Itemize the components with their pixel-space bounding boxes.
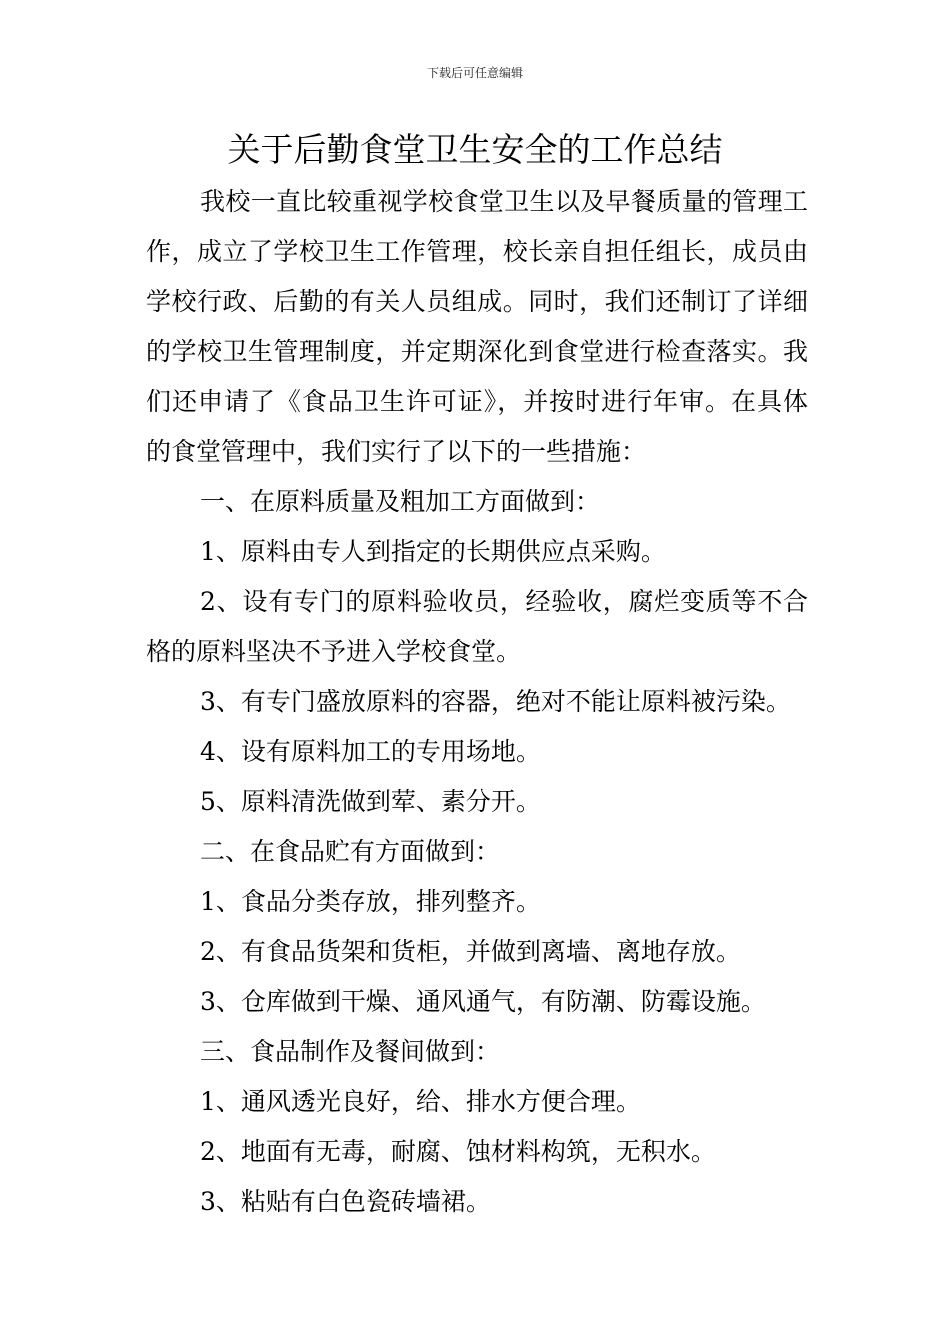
document-body: [146, 177, 808, 1227]
header-note: 下载后可任意编辑: [426, 66, 523, 80]
section-heading-3: 三、食品制作及餐间做到：: [200, 1037, 501, 1066]
intro-paragraph: 我校一直比较重视学校食堂卫生以及早餐质量的管理工作，成立了学校卫生工作管理，校长亲自担任组长，成员由学校行政、后勤的有关人员组成。同时，我们还制订了详细的学校卫生管理制度，并定期深化到食堂进行检查落实。我们还申请了《食品卫生许可证》，并按时进行年审。在具体的食堂管理中，我们实行了以下的一些措施：: [146, 187, 808, 466]
list-item: 1、食品分类存放，排列整齐。: [200, 887, 541, 916]
list-item: 2、有食品货架和货柜，并做到离墙、离地存放。: [200, 937, 741, 966]
list-item: 3、粘贴有白色瓷砖墙裙。: [200, 1187, 491, 1216]
list-item: 4、设有原料加工的专用场地。: [200, 737, 541, 766]
document-title: 关于后勤食堂卫生安全的工作总结: [227, 130, 723, 169]
list-item: 1、通风透光良好，给、排水方便合理。: [200, 1087, 641, 1116]
list-item: 3、有专门盛放原料的容器，绝对不能让原料被污染。: [200, 687, 791, 716]
list-item: 3、仓库做到干燥、通风通气，有防潮、防霉设施。: [200, 987, 766, 1016]
list-item: 2、地面有无毒，耐腐、蚀材料构筑，无积水。: [200, 1137, 716, 1166]
list-item: 5、原料清洗做到荤、素分开。: [200, 787, 541, 816]
section-heading-2: 二、在食品贮有方面做到：: [200, 837, 501, 866]
list-item: 1、原料由专人到指定的长期供应点采购。: [200, 537, 666, 566]
section-heading-1: 一、在原料质量及粗加工方面做到：: [200, 487, 601, 516]
list-item: 2、设有专门的原料验收员，经验收，腐烂变质等不合格的原料坚决不予进入学校食堂。: [146, 587, 808, 666]
